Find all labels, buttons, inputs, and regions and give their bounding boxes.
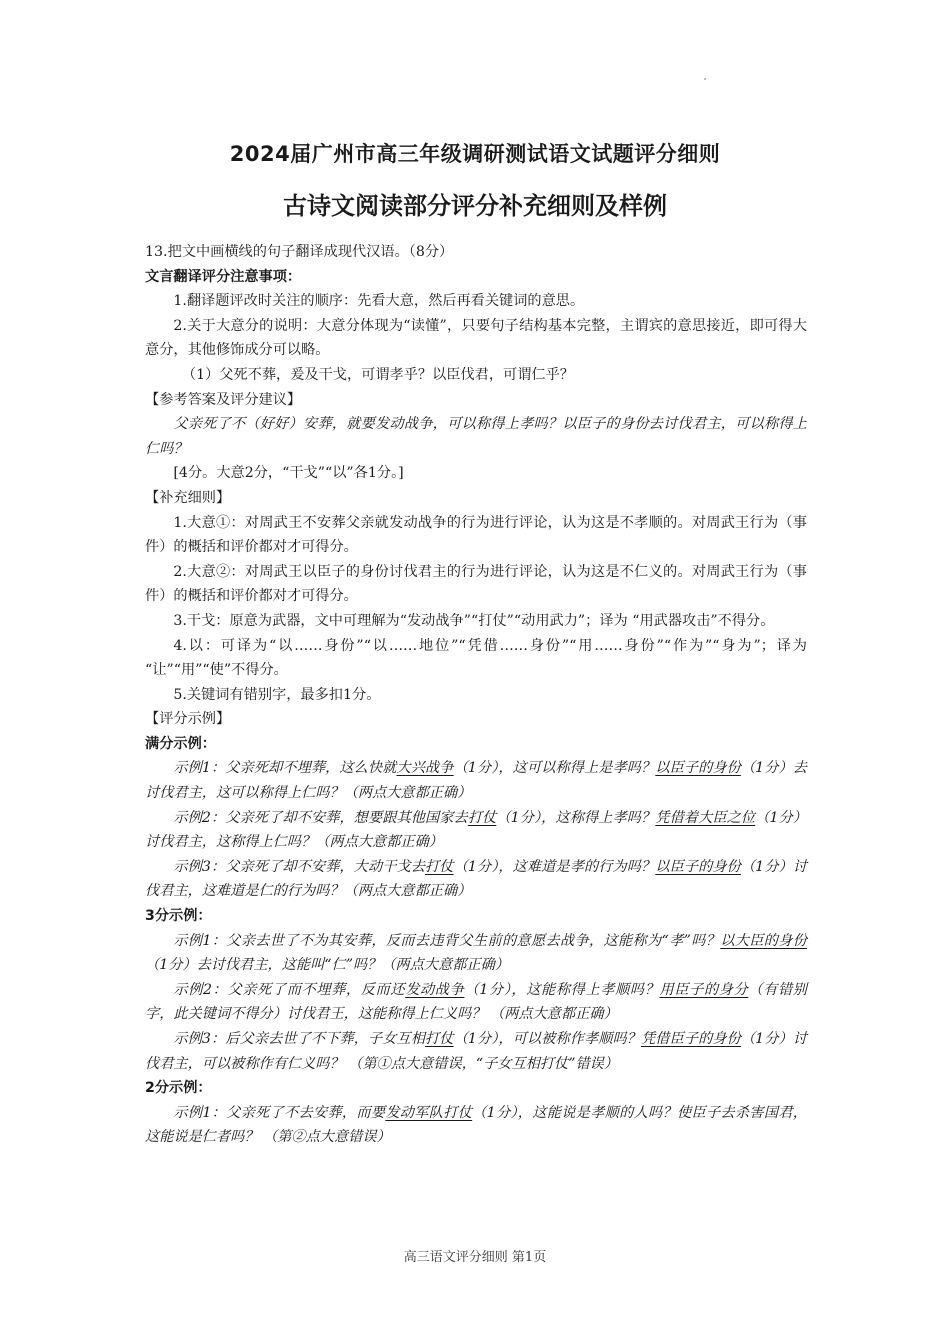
- note-2: 2.关于大意分的说明：大意分体现为“读懂”，只要句子结构基本完整，主谓宾的意思接近，即可得大意分，其他修饰成分可以略。: [145, 317, 807, 359]
- document-body: [145, 240, 807, 1150]
- supplement-3: 3.干戈：原意为武器，文中可理解为“发动战争”“打仗”“动用武力”；译为 “用武器攻击”不得分。: [173, 612, 775, 629]
- examples-heading: 【评分示例】: [145, 711, 231, 728]
- two-example-1: 示例1：父亲死了不去安葬，而要发动军队打仗（1分），这能说是孝顺的人吗？使臣子去杀害国君，这能说是仁者吗？ （第②点大意错误）: [145, 1104, 807, 1146]
- notes-heading: 文言翻译评分注意事项：: [145, 268, 302, 285]
- document-title: 2024届广州市高三年级调研测试语文试题评分细则: [229, 142, 721, 166]
- full-example-2: 示例2：父亲死了却不安葬，想要跟其他国家去打仗（1分），这称得上孝吗？凭借着大臣之位（1分）讨伐君主，这称得上仁吗？（两点大意都正确）: [145, 809, 807, 851]
- full-example-3: 示例3：父亲死了却不安葬，大动干戈去打仗（1分），这难道是孝的行为吗？以臣子的身份（1分）讨伐君主，这难道是仁的行为吗？（两点大意都正确）: [145, 858, 807, 900]
- three-score-heading: 3分示例：: [145, 908, 212, 925]
- supplement-4: 4.以：可译为“以……身份”“以……地位”“凭借……身份”“用……身份”“作为”“身为”；译为 “让”“用”“使”不得分。: [145, 637, 807, 679]
- supplement-5: 5.关键词有错别字，最多扣1分。: [173, 686, 381, 703]
- full-score-heading: 满分示例：: [145, 735, 216, 752]
- three-example-1: 示例1：父亲去世了不为其安葬，反而去违背父生前的意愿去战争，这能称为“孝”吗？以大臣的身份（1分）去讨伐君主，这能叫“仁”吗？（两点大意都正确）: [145, 932, 807, 974]
- document-subtitle: 古诗文阅读部分评分补充细则及样例: [283, 192, 667, 220]
- scan-speck: [704, 78, 706, 80]
- supplement-1: 1.大意①：对周武王不安葬父亲就发动战争的行为进行评论，认为这是不孝顺的。对周武王行为（事件）的概括和评价都对才可得分。: [145, 514, 807, 556]
- page-footer: 高三语文评分细则 第1页: [403, 1250, 547, 1265]
- supplement-2: 2.大意②：对周武王以臣子的身份讨伐君主的行为进行评论，认为这是不仁义的。对周武王行为（事件）的概括和评价都对才可得分。: [145, 563, 807, 605]
- reference-score: [4分。大意2分，“干戈”“以”各1分。]: [173, 465, 404, 482]
- question-line: 13.把文中画横线的句子翻译成现代汉语。（8分）: [145, 244, 454, 260]
- two-score-heading: 2分示例：: [145, 1080, 212, 1097]
- note-1: 1.翻译题评改时关注的顺序：先看大意，然后再看关键词的意思。: [173, 293, 585, 310]
- full-example-1: 示例1：父亲死却不埋葬，这么快就大兴战争（1分），这可以称得上是孝吗？以臣子的身份（1分）去讨伐君主，这可以称得上仁吗？（两点大意都正确）: [145, 760, 807, 802]
- reference-answer: 父亲死了不（好好）安葬，就要发动战争，可以称得上孝吗？以臣子的身份去讨伐君主，可以称得上仁吗？: [145, 416, 807, 457]
- three-example-3: 示例3：后父亲去世了不下葬，子女互相打仗（1分），可以被称作孝顺吗？凭借臣子的身份（1分）讨伐君主，可以被称作有仁义吗？ （第①点大意错误，“子女互相打仗”错误）: [145, 1031, 807, 1072]
- three-example-2: 示例2：父亲死了而不埋葬，反而还发动战争（1分），这能称得上孝顺吗？用臣子的身分（有错别字，此关键词不得分）讨伐君王，这能称得上仁义吗？ （两点大意都正确）: [145, 981, 807, 1023]
- source-sentence: （1）父死不葬，爰及干戈，可谓孝乎？以臣伐君，可谓仁乎？: [181, 366, 574, 383]
- reference-heading: 【参考答案及评分建议】: [145, 391, 302, 408]
- supplement-heading: 【补充细则】: [145, 489, 231, 506]
